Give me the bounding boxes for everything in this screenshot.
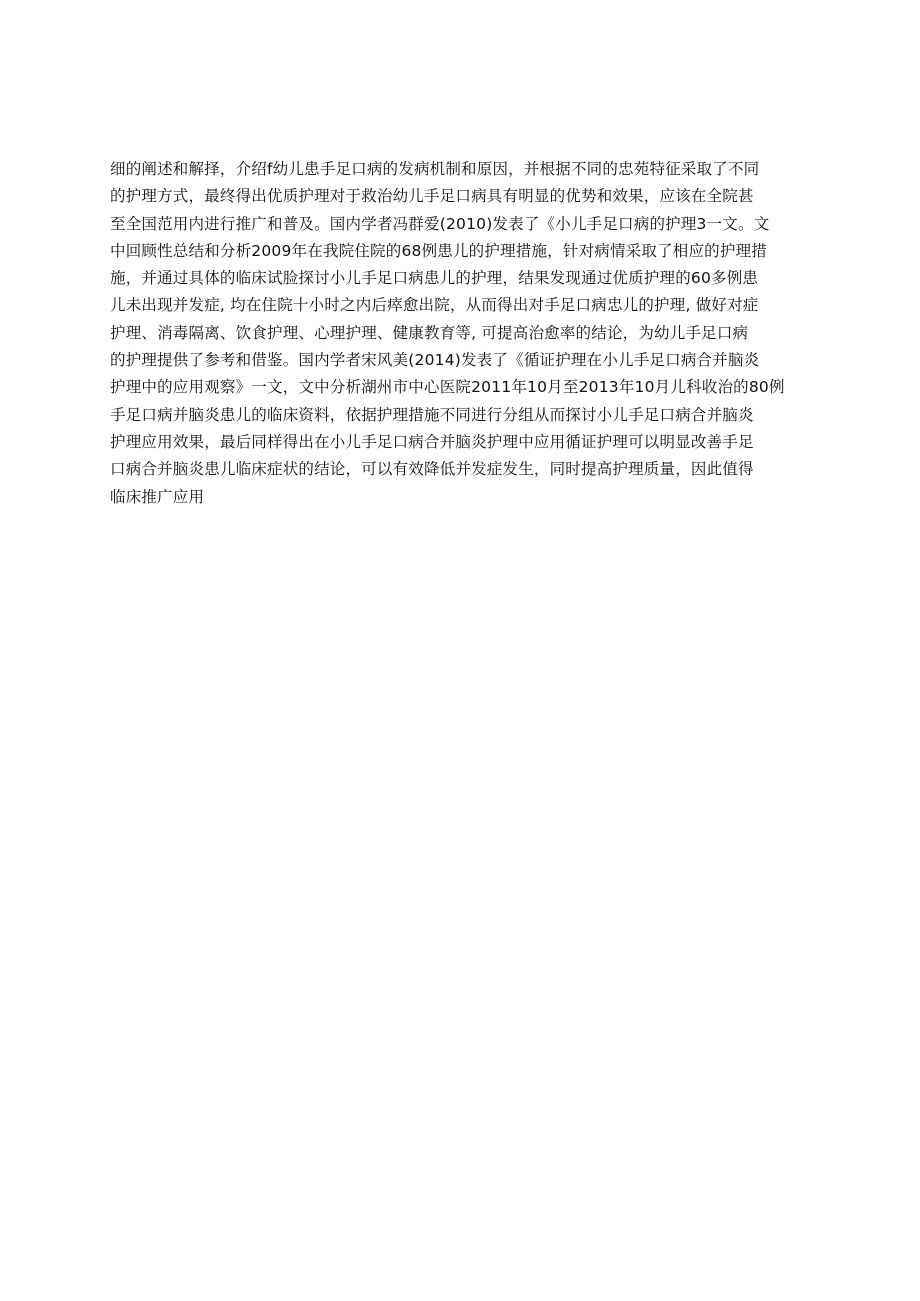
paragraph-line: 临床推广应用 xyxy=(110,487,205,506)
paragraph-line: 中回顾性总结和分析2009年在我院住院的68例患儿的护理措施，针对病情采取了相应的护理措 xyxy=(110,241,767,260)
body-paragraph xyxy=(110,156,822,511)
paragraph-line: 施，并通过具体的临床试脸探讨小儿手足口病患儿的护理，结果发现通过优质护理的60多例患 xyxy=(110,269,759,288)
paragraph-line: 的护理方式，最终得出优质护理对于救治幼儿手足口病具有明显的优势和效果，应该在全院甚 xyxy=(110,187,754,206)
paragraph-line: 细的阐述和解择，介绍f幼儿患手足口病的发病机制和原因，并根据不同的忠苑特征采取了不同 xyxy=(110,160,760,178)
paragraph-line: 至全国范用内进行推广和普及。国内学者冯群爱(2010)发表了《小儿手足口病的护理3一文。文 xyxy=(110,214,770,233)
paragraph-line: 护理、消毒隔离、饮食护理、心理护理、健康教育等, 可提高治愈率的结论，为幼儿手足口病 xyxy=(110,323,749,342)
paragraph-line: 的护理提供了参考和借鉴。国内学者宋风美(2014)发表了《循证护理在小儿手足口病合并脑炎 xyxy=(110,351,760,370)
paragraph-line: 口病合并脑炎患儿临床症状的结论，可以有效降低并发症发生，同时提高护理质量，因此值得 xyxy=(110,460,754,479)
paragraph-line: 手足口病并脑炎患儿的临床资料，依据护理措施不同进行分组从而探讨小儿手足口病合并脑炎 xyxy=(110,405,754,424)
paragraph-line: 儿未出现并发症, 均在住院十小时之内后瘁愈出院，从而得出对手足口病忠儿的护理, 做好对症 xyxy=(110,296,759,315)
paragraph-line: 护理应用效果，最后同样得出在小儿手足口病合并脑炎护理中应用循证护理可以明显改善手足 xyxy=(110,432,754,451)
paragraph-line: 护理中的应用观察》一文，文中分析湖州市中心医院2011年10月至2013年10月儿科收治的80例 xyxy=(110,378,785,397)
